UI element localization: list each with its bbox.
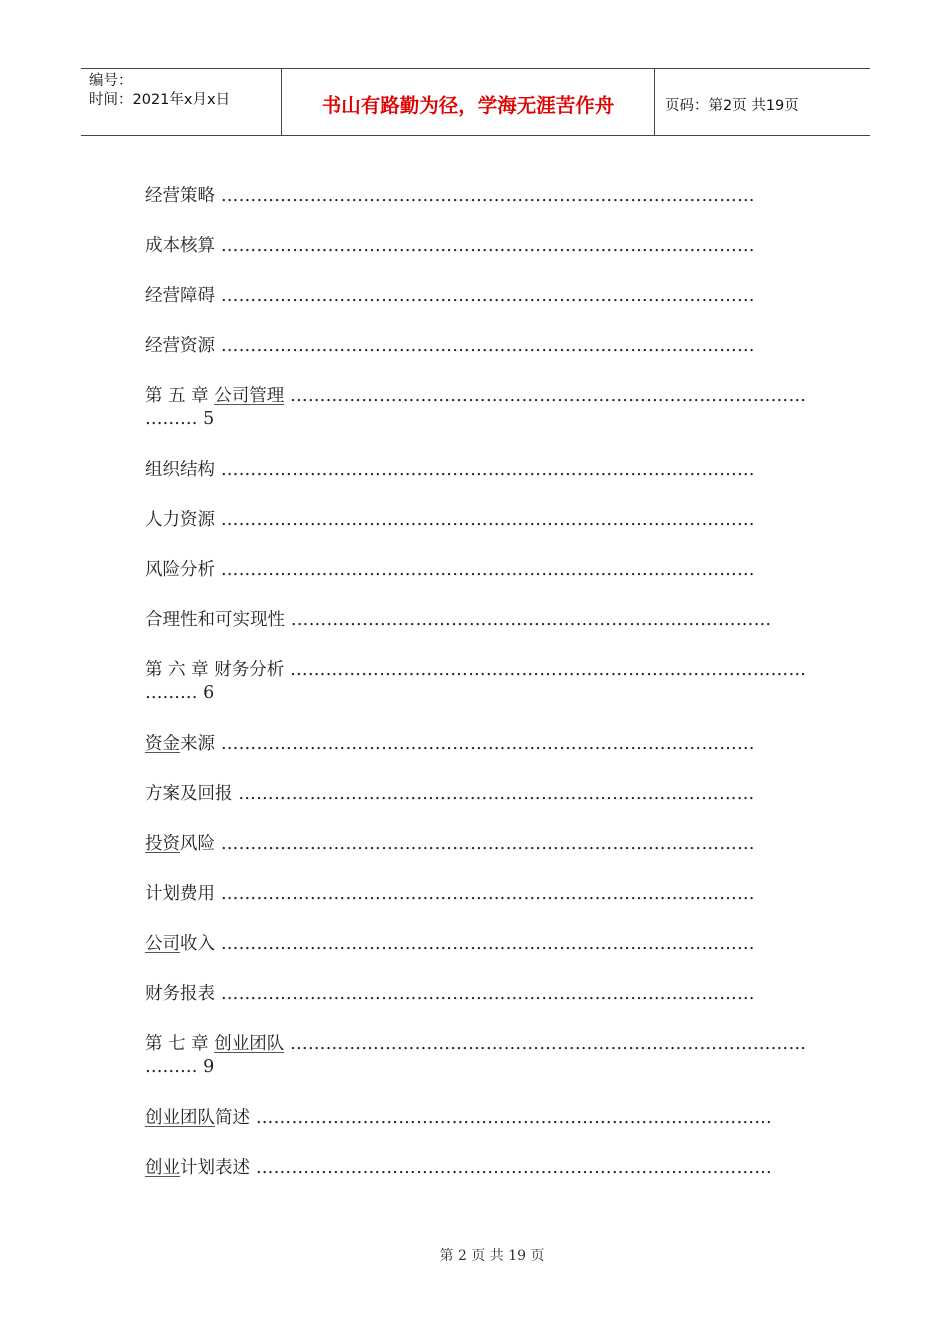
toc-entry-plan-returns[interactable]	[145, 782, 755, 806]
toc-entry-title: 方案及回报	[145, 784, 233, 804]
toc-entry-operation-strategy[interactable]	[145, 184, 755, 208]
toc-leader-dots: ………………………………………………………………………………	[215, 834, 755, 854]
toc-leader-dots: ………………………………………………………………………………	[215, 734, 755, 754]
toc-page-number: ……… 5	[145, 409, 215, 429]
toc-page-number: ……… 9	[145, 1057, 215, 1077]
toc-entry-team-summary[interactable]	[145, 1106, 772, 1130]
toc-entry-title: 组织结构	[145, 460, 215, 480]
header-motto: 书山有路勤为径，学海无涯苦作舟	[282, 69, 655, 135]
toc-entry-financial-statements[interactable]	[145, 982, 755, 1006]
toc-chapter-5[interactable]	[145, 384, 806, 431]
toc-link[interactable]: 创业团队	[145, 1108, 215, 1128]
toc-entry-company-income[interactable]	[145, 932, 755, 956]
toc-leader-dots: ………………………………………………………………………………	[215, 934, 755, 954]
page-footer: 第 2 页 共 19 页	[439, 1248, 545, 1264]
toc-entry-title: 风险分析	[145, 560, 215, 580]
toc-leader-dots: ………………………………………………………………………	[285, 610, 772, 630]
toc-entry-risk-analysis[interactable]	[145, 558, 755, 582]
toc-chapter-title: 第 五 章 公司管理	[145, 386, 285, 406]
toc-leader-dots: ……………………………………………………………………………	[284, 1034, 807, 1054]
toc-leader-dots: ………………………………………………………………………………	[215, 884, 755, 904]
toc-entry-title: 创业计划表述	[145, 1158, 250, 1178]
toc-leader-dots: ………………………………………………………………………………	[215, 236, 755, 256]
toc-entry-title: 经营策略	[145, 186, 215, 206]
toc-entry-plan-statement[interactable]	[145, 1156, 772, 1180]
toc-entry-investment-risk[interactable]	[145, 832, 755, 856]
toc-entry-title: 财务报表	[145, 984, 215, 1004]
toc-entry-title: 公司收入	[145, 934, 215, 954]
toc-leader-dots: ……………………………………………………………………………	[250, 1108, 773, 1128]
page-header	[81, 68, 870, 136]
toc-leader-dots: ………………………………………………………………………………	[215, 510, 755, 530]
toc-entry-title: 经营障碍	[145, 286, 215, 306]
toc-entry-title: 创业团队简述	[145, 1108, 250, 1128]
toc-entry-title: 成本核算	[145, 236, 215, 256]
toc-leader-dots: ………………………………………………………………………………	[215, 984, 755, 1004]
toc-entry-funding-sources[interactable]	[145, 732, 755, 756]
toc-entry-title: 人力资源	[145, 510, 215, 530]
toc-chapter-title: 第 七 章 创业团队	[145, 1034, 285, 1054]
toc-chapter-link[interactable]: 创业团队	[214, 1034, 285, 1054]
toc-leader-dots: ……………………………………………………………………………	[284, 660, 807, 680]
toc-entry-title: 合理性和可实现性	[145, 610, 285, 630]
toc-page-number: ……… 6	[145, 683, 215, 703]
header-page-info: 页码：第2页 共19页	[665, 97, 799, 114]
toc-entry-human-resources[interactable]	[145, 508, 755, 532]
toc-entry-title: 资金来源	[145, 734, 215, 754]
toc-chapter-title: 第 六 章 财务分析	[145, 660, 285, 680]
toc-link[interactable]: 创业	[145, 1158, 180, 1178]
toc-entry-feasibility[interactable]	[145, 608, 771, 632]
toc-leader-dots: ……………………………………………………………………………	[232, 784, 755, 804]
toc-chapter-link[interactable]: 公司管理	[214, 386, 285, 406]
toc-leader-dots: ………………………………………………………………………………	[215, 186, 755, 206]
toc-entry-operation-resources[interactable]	[145, 334, 755, 358]
toc-entry-org-structure[interactable]	[145, 458, 755, 482]
toc-entry-title: 经营资源	[145, 336, 215, 356]
toc-link[interactable]: 资金	[145, 734, 180, 754]
toc-link[interactable]: 投资	[145, 834, 180, 854]
document-number-label: 编号：	[89, 73, 133, 89]
header-meta	[81, 69, 282, 135]
toc-chapter-6[interactable]	[145, 658, 806, 705]
document-date: 时间：2021年x月x日	[89, 92, 231, 108]
toc-leader-dots: ………………………………………………………………………………	[215, 336, 755, 356]
toc-entry-planned-expenses[interactable]	[145, 882, 755, 906]
toc-leader-dots: ……………………………………………………………………………	[250, 1158, 773, 1178]
toc-leader-dots: ……………………………………………………………………………	[284, 386, 807, 406]
toc-entry-cost-accounting[interactable]	[145, 234, 755, 258]
toc-leader-dots: ………………………………………………………………………………	[215, 460, 755, 480]
toc-chapter-7[interactable]	[145, 1032, 806, 1079]
toc-leader-dots: ………………………………………………………………………………	[215, 560, 755, 580]
toc-entry-title: 投资风险	[145, 834, 215, 854]
toc-leader-dots: ………………………………………………………………………………	[215, 286, 755, 306]
toc-entry-title: 计划费用	[145, 884, 215, 904]
toc-link[interactable]: 公司	[145, 934, 180, 954]
toc-entry-operation-obstacles[interactable]	[145, 284, 755, 308]
